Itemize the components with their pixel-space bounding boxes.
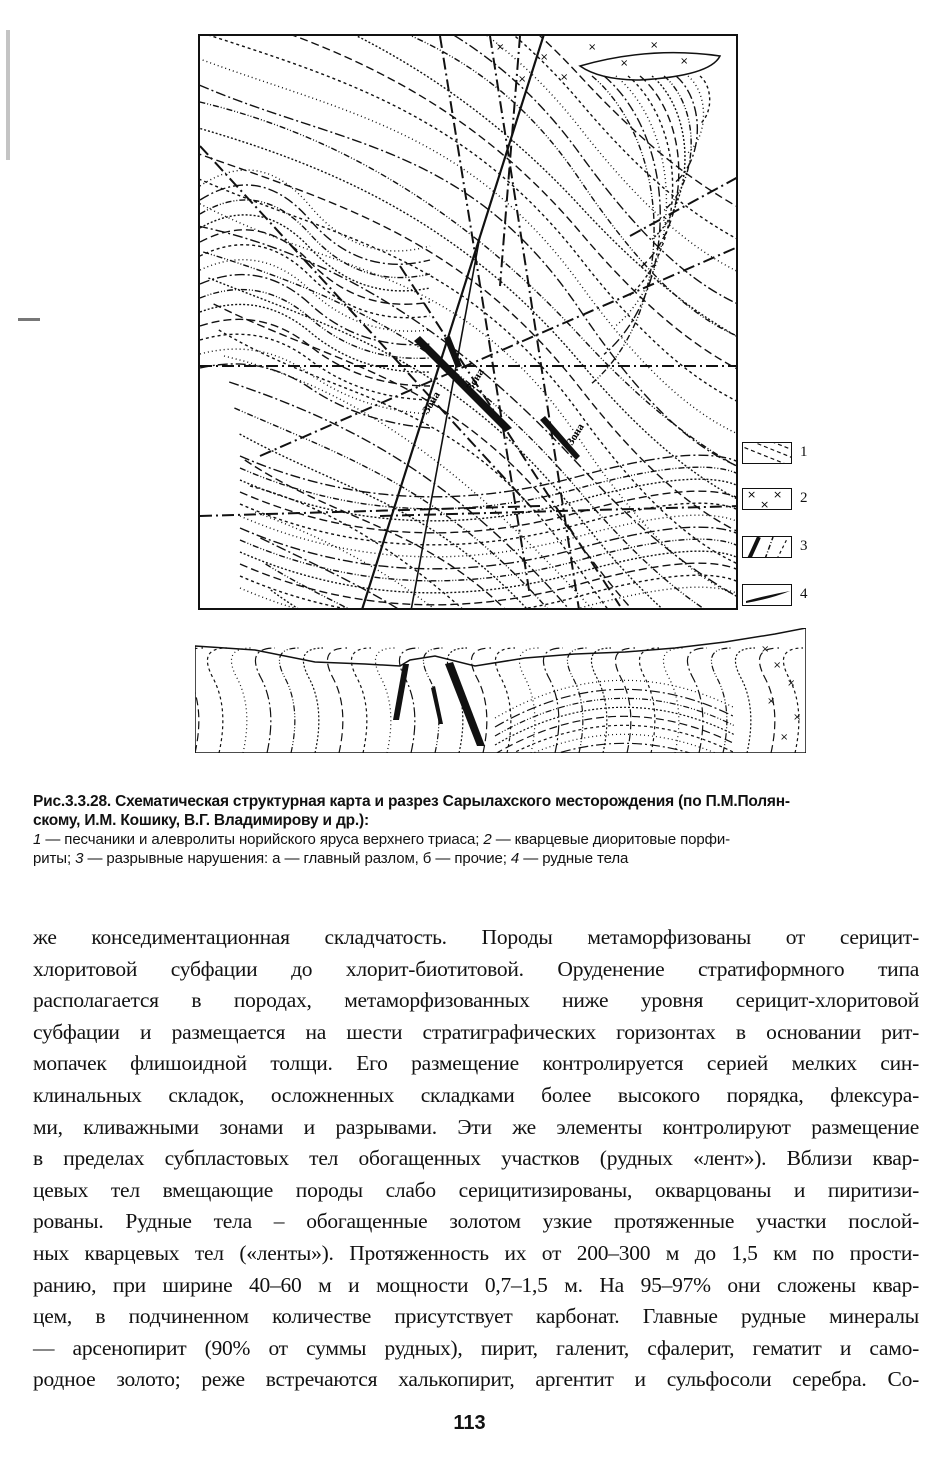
stratum-line <box>200 36 738 334</box>
svg-text:×: × <box>747 489 757 501</box>
text-line: ных кварцевых тел («ленты»). Протяженность их от 200–300 м до 1,5 км по прости- <box>33 1240 919 1265</box>
caption-legend-line-2 <box>33 849 913 868</box>
scan-margin-mark-small <box>18 318 40 321</box>
stratum-fold-nose <box>592 76 654 383</box>
text-line: же конседиментационная складчатость. Породы метаморфизованы от серицит- <box>33 925 919 949</box>
section-stratum-line <box>711 648 731 753</box>
section-stratum-line <box>735 648 755 753</box>
legend-ref-1: 1 <box>33 831 42 848</box>
legend-text-1: — песчаники и алевролиты норийского яруса верхнего триаса; <box>45 831 480 848</box>
text-line: ми, кливажными зонами и разрывами. Эти же элементы контролируют размещение <box>33 1114 919 1139</box>
section-stratum-line <box>423 648 443 753</box>
intrusion-cross-mark: × <box>620 58 629 69</box>
stratum-line <box>224 356 738 610</box>
caption-title-line-2: скому, И.М. Кошику, В.Г. Владимирову и др.): <box>33 812 369 829</box>
section-stratum-line <box>255 648 275 753</box>
legend-swatch-strata <box>742 442 792 464</box>
legend-number: 3 <box>800 538 808 554</box>
stratum-syncline-line <box>240 527 738 569</box>
section-stratum-line <box>303 648 323 753</box>
intrusion-cross-mark: × <box>518 74 527 85</box>
stratum-fold-line <box>200 275 430 345</box>
legend-item-3 <box>742 536 812 562</box>
legend-text-2: — кварцевые диоритовые порфи- <box>495 831 731 848</box>
intrusion-cross-mark: × <box>560 72 569 83</box>
legend-text-3: — разрывные нарушения: а — главный разлом, б — прочие; <box>87 850 507 867</box>
stratum-fold-line <box>200 260 430 331</box>
stratum-line <box>200 226 738 610</box>
stratum-fold-nose <box>652 76 685 239</box>
structural-map-drawing <box>200 36 738 610</box>
section-arc-line <box>495 698 735 736</box>
svg-text:×: × <box>767 696 776 707</box>
svg-text:×: × <box>761 644 770 655</box>
svg-text:×: × <box>780 732 789 743</box>
text-line: субфации и размещается на шести стратиграфических горизонтах в основании рит- <box>33 1019 919 1044</box>
legend-ref-4: 4 <box>510 850 520 867</box>
section-arc-line <box>495 689 735 727</box>
legend-ref-3: 3 <box>75 850 84 867</box>
section-stratum-line <box>279 648 299 753</box>
legend-swatch-faults <box>742 536 792 558</box>
section-stratum-line <box>231 648 251 753</box>
caption-title-line-1: Рис.3.3.28. Схематическая структурная карта и разрез Сарылахского месторождения (по П.М.Полян- <box>33 793 790 810</box>
caption-legend-line-1 <box>33 830 913 849</box>
body-paragraph <box>33 922 919 1396</box>
zone-label-3: Зона <box>564 421 587 448</box>
svg-text:×: × <box>787 678 796 689</box>
stratum-line <box>214 304 738 610</box>
structural-map <box>198 34 738 610</box>
stratum-line <box>200 122 738 542</box>
section-stratum-line <box>495 648 515 753</box>
zone-label-1: Зона <box>464 366 487 393</box>
secondary-fault-line <box>200 506 540 516</box>
text-line: в пределах субпластовых тел обогащенных участков (рудных «лент»). Вблизи квар- <box>33 1146 919 1171</box>
legend-number: 1 <box>800 444 808 460</box>
text-line: ранию, при ширине 40–60 м и мощности 0,7–1,5 м. На 95–97% они сложены квар- <box>33 1272 919 1297</box>
section-stratum-line <box>195 648 203 753</box>
intrusion-cross-mark: × <box>540 52 549 63</box>
secondary-fault-line <box>490 36 580 610</box>
secondary-fault-line <box>630 176 738 236</box>
text-line: цем, в подчиненном количестве присутствует карбонат. Главные рудные минералы <box>33 1304 919 1329</box>
scan-margin-mark <box>6 30 10 160</box>
legend-number: 4 <box>800 586 808 602</box>
legend-text-4: — рудные тела <box>523 850 629 867</box>
svg-text:×: × <box>760 498 770 510</box>
page-number: 113 <box>453 1412 486 1434</box>
stratum-fold-nose <box>616 76 666 326</box>
stratum-syncline-line <box>240 587 738 610</box>
intrusion-outline <box>580 53 720 80</box>
svg-text:×: × <box>773 660 782 671</box>
legend-number: 2 <box>800 490 808 506</box>
stratum-fold-nose <box>604 76 660 354</box>
legend-text-2b: риты; <box>33 850 72 867</box>
section-arc-line <box>495 707 735 745</box>
section-arc-line <box>495 725 735 753</box>
stratum-line <box>200 70 738 490</box>
section-stratum-line <box>615 648 635 753</box>
stratum-fold-line <box>200 230 430 304</box>
legend-swatch-ore <box>742 584 792 606</box>
text-line: располагается в породах, метаморфизованных ниже уровня серицит-хлоритовой <box>33 988 919 1013</box>
text-line: мопачек флишоидной толщи. Его размещение контролируется серией мелких син- <box>33 1051 919 1076</box>
svg-text:×: × <box>773 489 783 501</box>
secondary-fault-line <box>200 146 530 506</box>
text-line: рованы. Рудные тела – обогащенные золотом узкие протяженные участки послой- <box>33 1209 919 1234</box>
section-stratum-line <box>207 648 227 753</box>
zone-label-2: Зона <box>420 389 443 416</box>
stratum-line <box>200 36 738 360</box>
stratum-fold-line <box>200 334 430 400</box>
legend-swatch-crosses <box>742 488 792 510</box>
stratum-syncline-line <box>240 551 738 593</box>
text-line: хлоритовой субфации до хлорит-биотитовой. Оруденение стратиформного типа <box>33 956 919 981</box>
map-legend <box>742 442 822 612</box>
section-stratum-line <box>543 648 563 753</box>
cross-section <box>195 628 806 753</box>
section-stratum-line <box>375 648 395 753</box>
text-line: — арсенопирит (90% от суммы рудных), пирит, галенит, сфалерит, гематит и само- <box>33 1335 919 1360</box>
stratum-line <box>200 36 738 256</box>
cross-section-drawing <box>195 628 806 753</box>
stratum-fold-line <box>200 319 430 386</box>
stratum-line <box>255 512 738 610</box>
stratum-syncline-line <box>240 563 738 605</box>
section-arc-line <box>495 680 735 718</box>
stratum-line <box>245 460 738 610</box>
legend-ref-2: 2 <box>483 831 492 848</box>
text-line: цевых тел вмещающие породы слабо серицитизированы, окварцованы и пиритизи- <box>33 1177 919 1202</box>
stratum-line <box>200 36 738 308</box>
stratum-line <box>234 408 738 610</box>
intrusion-cross-mark: × <box>588 42 597 53</box>
intrusion-cross-mark: × <box>496 42 505 53</box>
text-line: клинальных складок, осложненных складками более высокого порядка, флексура- <box>33 1082 919 1107</box>
text-line: родное золото; реже встречаются халькопирит, аргентит и сульфосоли серебра. Со- <box>33 1367 919 1392</box>
figure-caption <box>33 792 913 868</box>
intrusion-cross-mark: × <box>680 56 689 67</box>
legend-item-4 <box>742 584 812 610</box>
stratum-syncline-line <box>240 467 738 509</box>
section-stratum-line <box>567 648 587 753</box>
svg-text:×: × <box>793 712 802 723</box>
legend-item-1 <box>742 442 812 468</box>
stratum-syncline-line <box>240 479 738 521</box>
intrusion-cross-mark: × <box>650 40 659 51</box>
stratum-fold-line <box>200 304 430 372</box>
stratum-syncline-line <box>240 575 738 610</box>
stratum-fold-line <box>200 245 430 318</box>
section-stratum-line <box>663 648 683 753</box>
legend-item-2 <box>742 488 812 514</box>
stratum-syncline-line <box>240 539 738 581</box>
main-fault-line <box>360 36 545 610</box>
